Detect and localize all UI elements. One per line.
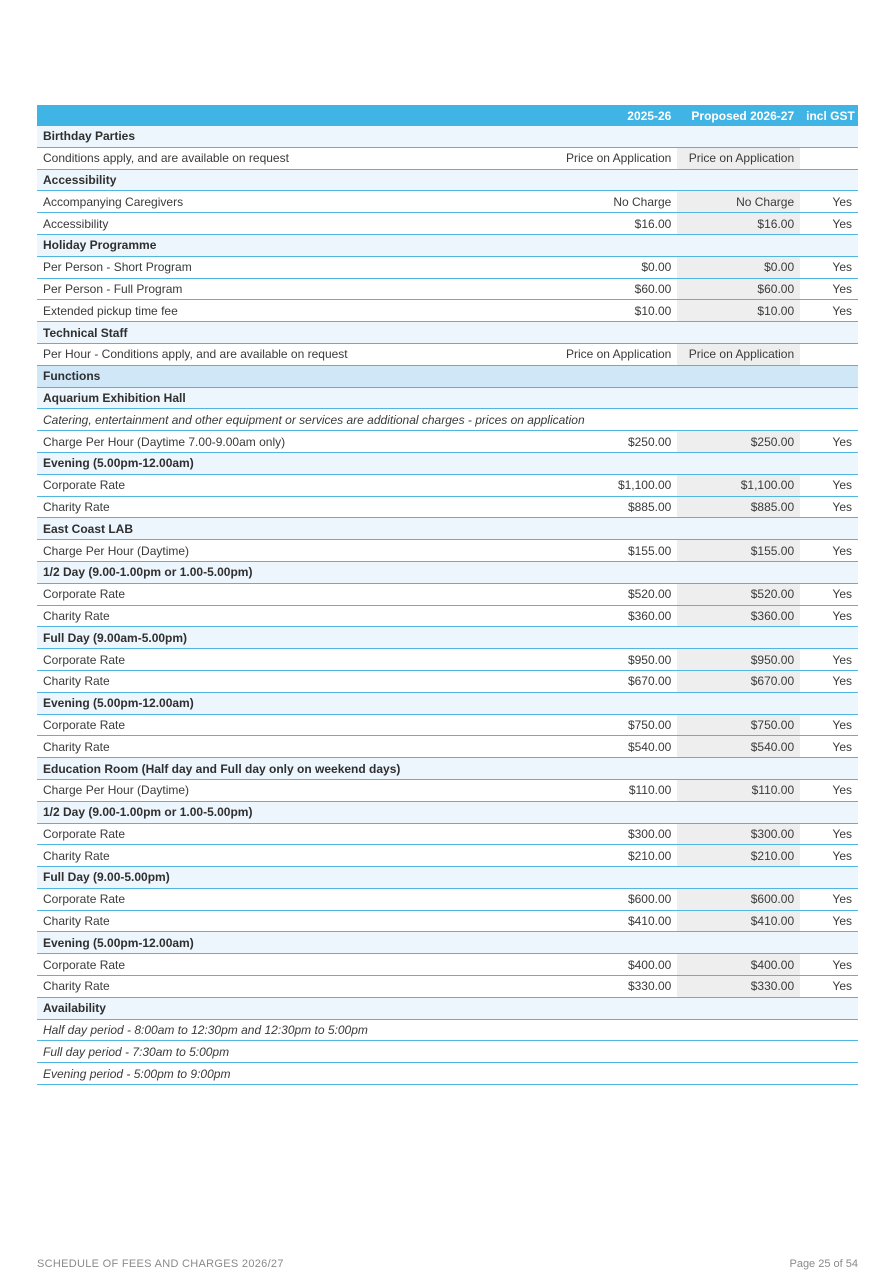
- fee-row: [37, 605, 858, 627]
- fee-row: [37, 954, 858, 976]
- fee-gst: Yes: [800, 670, 858, 692]
- section-row: [37, 758, 858, 780]
- fee-current: No Charge: [553, 191, 678, 213]
- section-heading: Evening (5.00pm-12.00am): [37, 452, 858, 474]
- fee-proposed: $210.00: [677, 845, 800, 867]
- fee-description: Charge Per Hour (Daytime): [37, 779, 553, 801]
- fee-row: [37, 474, 858, 496]
- section-row: [37, 387, 858, 409]
- note-row: [37, 1041, 858, 1063]
- fee-proposed: $110.00: [677, 779, 800, 801]
- fee-row: [37, 714, 858, 736]
- fee-current: $540.00: [553, 736, 678, 758]
- fees-table: [37, 105, 858, 1085]
- section-heading: Evening (5.00pm-12.00am): [37, 932, 858, 954]
- section-heading: East Coast LAB: [37, 518, 858, 540]
- fee-current: Price on Application: [553, 147, 678, 169]
- section-row: [37, 801, 858, 823]
- fee-proposed: $330.00: [677, 976, 800, 998]
- section-row: [37, 561, 858, 583]
- fee-proposed: Price on Application: [677, 343, 800, 365]
- fee-gst: Yes: [800, 496, 858, 518]
- fee-gst: Yes: [800, 714, 858, 736]
- fee-description: Charity Rate: [37, 605, 553, 627]
- fee-current: $210.00: [553, 845, 678, 867]
- fee-row: [37, 823, 858, 845]
- fee-row: [37, 540, 858, 562]
- section-heading: Birthday Parties: [37, 126, 858, 147]
- fee-current: $110.00: [553, 779, 678, 801]
- fee-description: Corporate Rate: [37, 888, 553, 910]
- header-description: [37, 105, 553, 126]
- fee-gst: Yes: [800, 540, 858, 562]
- fee-description: Corporate Rate: [37, 583, 553, 605]
- fee-gst: Yes: [800, 213, 858, 235]
- fee-proposed: $885.00: [677, 496, 800, 518]
- fee-description: Charity Rate: [37, 670, 553, 692]
- fee-current: $750.00: [553, 714, 678, 736]
- note-text: Half day period - 8:00am to 12:30pm and 12:30pm to 5:00pm: [37, 1019, 858, 1041]
- fee-gst: Yes: [800, 779, 858, 801]
- fees-table-body: [37, 126, 858, 1085]
- fee-proposed: No Charge: [677, 191, 800, 213]
- section-heading: Evening (5.00pm-12.00am): [37, 692, 858, 714]
- fee-gst: Yes: [800, 954, 858, 976]
- section-row: [37, 126, 858, 147]
- fee-row: [37, 779, 858, 801]
- section-row: [37, 234, 858, 256]
- fee-description: Charge Per Hour (Daytime 7.00-9.00am only): [37, 431, 553, 453]
- fee-current: $950.00: [553, 649, 678, 671]
- fee-description: Charge Per Hour (Daytime): [37, 540, 553, 562]
- fee-gst: Yes: [800, 823, 858, 845]
- fee-row: [37, 649, 858, 671]
- fee-proposed: $750.00: [677, 714, 800, 736]
- header-current-year: 2025-26: [553, 105, 678, 126]
- fee-proposed: $1,100.00: [677, 474, 800, 496]
- section-heading: Aquarium Exhibition Hall: [37, 387, 858, 409]
- fee-row: [37, 343, 858, 365]
- fee-row: [37, 278, 858, 300]
- fee-proposed: $155.00: [677, 540, 800, 562]
- fee-gst: [800, 343, 858, 365]
- fee-row: [37, 256, 858, 278]
- fee-row: [37, 845, 858, 867]
- section-heading: Availability: [37, 997, 858, 1019]
- fee-proposed: $360.00: [677, 605, 800, 627]
- note-text: Evening period - 5:00pm to 9:00pm: [37, 1063, 858, 1085]
- fee-proposed: $950.00: [677, 649, 800, 671]
- fee-description: Conditions apply, and are available on request: [37, 147, 553, 169]
- section-heading: Functions: [37, 365, 858, 387]
- section-heading: 1/2 Day (9.00-1.00pm or 1.00-5.00pm): [37, 561, 858, 583]
- fee-proposed: $16.00: [677, 213, 800, 235]
- fee-gst: Yes: [800, 976, 858, 998]
- section-row: [37, 997, 858, 1019]
- section-row: [37, 627, 858, 649]
- section-row: [37, 867, 858, 889]
- major-section-row: [37, 365, 858, 387]
- fee-current: $155.00: [553, 540, 678, 562]
- fee-gst: Yes: [800, 474, 858, 496]
- fee-description: Corporate Rate: [37, 954, 553, 976]
- fee-current: $330.00: [553, 976, 678, 998]
- fee-current: $410.00: [553, 910, 678, 932]
- header-incl-gst: incl GST: [800, 105, 858, 126]
- fee-description: Per Hour - Conditions apply, and are available on request: [37, 343, 553, 365]
- fee-row: [37, 496, 858, 518]
- fee-description: Extended pickup time fee: [37, 300, 553, 322]
- fee-gst: Yes: [800, 649, 858, 671]
- fee-current: $885.00: [553, 496, 678, 518]
- fee-description: Per Person - Short Program: [37, 256, 553, 278]
- fee-row: [37, 213, 858, 235]
- fee-proposed: Price on Application: [677, 147, 800, 169]
- fee-current: $520.00: [553, 583, 678, 605]
- section-row: [37, 692, 858, 714]
- fee-description: Corporate Rate: [37, 474, 553, 496]
- fee-description: Charity Rate: [37, 976, 553, 998]
- fee-gst: Yes: [800, 431, 858, 453]
- fee-row: [37, 888, 858, 910]
- section-row: [37, 452, 858, 474]
- fee-current: $360.00: [553, 605, 678, 627]
- fee-gst: Yes: [800, 736, 858, 758]
- fee-gst: [800, 147, 858, 169]
- section-heading: 1/2 Day (9.00-1.00pm or 1.00-5.00pm): [37, 801, 858, 823]
- fee-proposed: $670.00: [677, 670, 800, 692]
- fee-row: [37, 300, 858, 322]
- fee-gst: Yes: [800, 278, 858, 300]
- fee-current: $60.00: [553, 278, 678, 300]
- note-row: [37, 1019, 858, 1041]
- fee-current: $400.00: [553, 954, 678, 976]
- fee-description: Per Person - Full Program: [37, 278, 553, 300]
- fee-row: [37, 583, 858, 605]
- section-heading: Accessibility: [37, 169, 858, 191]
- section-heading: Holiday Programme: [37, 234, 858, 256]
- fee-row: [37, 670, 858, 692]
- fee-row: [37, 976, 858, 998]
- fee-current: $0.00: [553, 256, 678, 278]
- fee-description: Corporate Rate: [37, 823, 553, 845]
- fee-proposed: $600.00: [677, 888, 800, 910]
- section-heading: Technical Staff: [37, 322, 858, 344]
- section-heading: Full Day (9.00-5.00pm): [37, 867, 858, 889]
- fee-description: Charity Rate: [37, 496, 553, 518]
- section-row: [37, 932, 858, 954]
- fee-description: Accessibility: [37, 213, 553, 235]
- fee-row: [37, 910, 858, 932]
- fee-gst: Yes: [800, 888, 858, 910]
- fee-current: $250.00: [553, 431, 678, 453]
- footer-document-title: SCHEDULE OF FEES AND CHARGES 2026/27: [37, 1258, 284, 1270]
- section-row: [37, 322, 858, 344]
- fee-proposed: $250.00: [677, 431, 800, 453]
- fee-proposed: $300.00: [677, 823, 800, 845]
- fee-description: Charity Rate: [37, 845, 553, 867]
- note-row: [37, 409, 858, 431]
- section-heading: Full Day (9.00am-5.00pm): [37, 627, 858, 649]
- fee-row: [37, 191, 858, 213]
- fee-current: $16.00: [553, 213, 678, 235]
- section-heading: Education Room (Half day and Full day only on weekend days): [37, 758, 858, 780]
- fee-row: [37, 736, 858, 758]
- fee-gst: Yes: [800, 845, 858, 867]
- fee-current: $1,100.00: [553, 474, 678, 496]
- fee-description: Charity Rate: [37, 736, 553, 758]
- footer-page-number: Page 25 of 54: [789, 1258, 858, 1270]
- fee-row: [37, 147, 858, 169]
- header-proposed-year: Proposed 2026-27: [677, 105, 800, 126]
- fee-description: Corporate Rate: [37, 649, 553, 671]
- fee-proposed: $60.00: [677, 278, 800, 300]
- fee-proposed: $520.00: [677, 583, 800, 605]
- fee-current: Price on Application: [553, 343, 678, 365]
- fee-proposed: $400.00: [677, 954, 800, 976]
- note-text: Catering, entertainment and other equipment or services are additional charges - prices on application: [37, 409, 858, 431]
- fee-current: $10.00: [553, 300, 678, 322]
- fee-proposed: $540.00: [677, 736, 800, 758]
- fee-current: $670.00: [553, 670, 678, 692]
- note-row: [37, 1063, 858, 1085]
- fee-gst: Yes: [800, 300, 858, 322]
- fee-description: Accompanying Caregivers: [37, 191, 553, 213]
- fee-proposed: $10.00: [677, 300, 800, 322]
- fee-proposed: $410.00: [677, 910, 800, 932]
- section-row: [37, 518, 858, 540]
- note-text: Full day period - 7:30am to 5:00pm: [37, 1041, 858, 1063]
- fee-gst: Yes: [800, 256, 858, 278]
- fee-gst: Yes: [800, 910, 858, 932]
- table-header-row: [37, 105, 858, 126]
- fee-gst: Yes: [800, 605, 858, 627]
- fee-description: Corporate Rate: [37, 714, 553, 736]
- fee-proposed: $0.00: [677, 256, 800, 278]
- fee-gst: Yes: [800, 583, 858, 605]
- fee-current: $300.00: [553, 823, 678, 845]
- fee-row: [37, 431, 858, 453]
- fee-gst: Yes: [800, 191, 858, 213]
- fee-current: $600.00: [553, 888, 678, 910]
- section-row: [37, 169, 858, 191]
- fee-description: Charity Rate: [37, 910, 553, 932]
